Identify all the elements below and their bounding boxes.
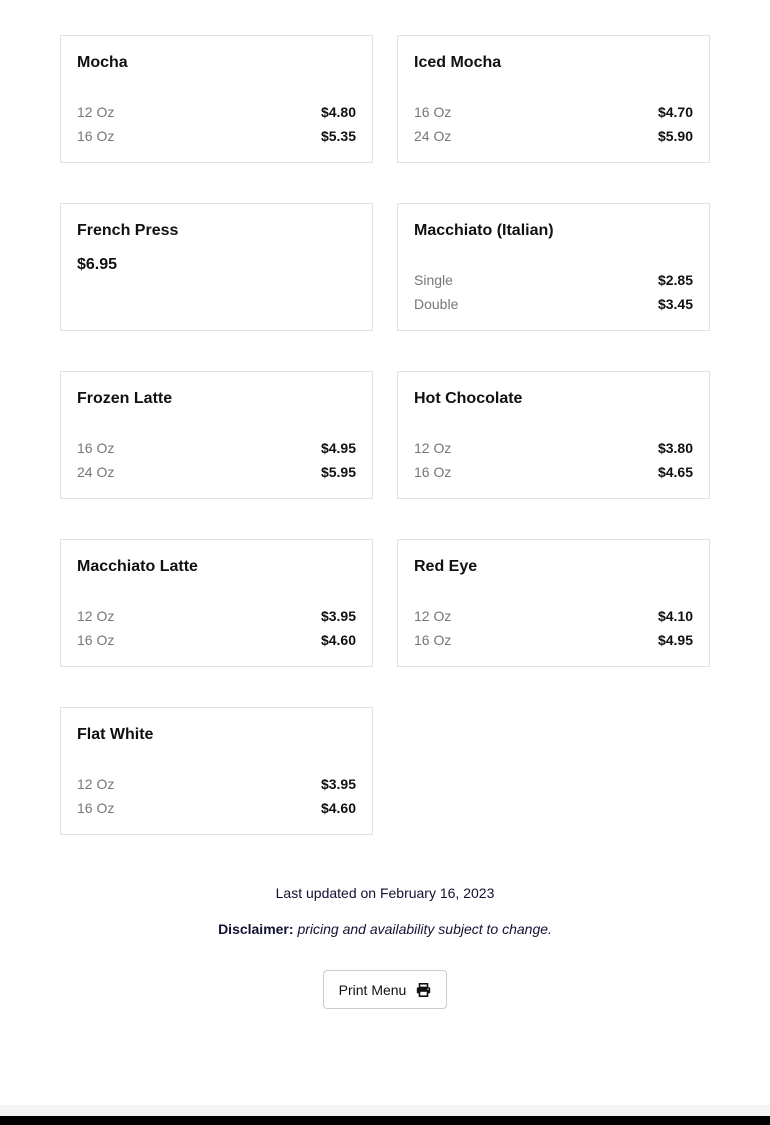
size-price-row bbox=[77, 460, 356, 484]
size-label: Single bbox=[414, 272, 453, 288]
size-price: $4.60 bbox=[320, 800, 356, 816]
size-price-row bbox=[77, 604, 356, 628]
footer-top-strip bbox=[0, 1105, 770, 1116]
size-price-list bbox=[77, 436, 356, 484]
size-price-list bbox=[414, 100, 693, 148]
disclaimer-label: Disclaimer: bbox=[218, 921, 294, 937]
menu-card-frozen-latte bbox=[60, 371, 373, 499]
menu-card-red-eye bbox=[397, 539, 710, 667]
size-label: 12 Oz bbox=[414, 608, 452, 624]
size-price: $4.10 bbox=[657, 608, 693, 624]
size-price-row bbox=[414, 124, 693, 148]
size-price-row bbox=[414, 268, 693, 292]
size-price-row bbox=[77, 436, 356, 460]
size-price-row bbox=[414, 604, 693, 628]
size-price-row bbox=[414, 292, 693, 316]
size-price-list bbox=[414, 268, 693, 316]
menu-item-title: Frozen Latte bbox=[77, 390, 173, 407]
size-label: 12 Oz bbox=[77, 104, 115, 120]
size-label: 24 Oz bbox=[77, 464, 115, 480]
size-price: $4.95 bbox=[320, 440, 356, 456]
size-price-row bbox=[414, 436, 693, 460]
size-label: 24 Oz bbox=[414, 128, 452, 144]
last-updated-text: Last updated on February 16, 2023 bbox=[275, 885, 495, 901]
size-price-row bbox=[77, 100, 356, 124]
size-price: $3.95 bbox=[320, 608, 356, 624]
footer-bar bbox=[0, 1116, 770, 1125]
size-label: 16 Oz bbox=[77, 440, 115, 456]
size-price: $4.60 bbox=[320, 632, 356, 648]
print-menu-label: Print Menu bbox=[338, 981, 407, 998]
size-price-row bbox=[77, 628, 356, 652]
menu-item-title: Red Eye bbox=[414, 558, 478, 575]
menu-item-title: Macchiato (Italian) bbox=[414, 222, 554, 239]
size-price-row bbox=[77, 796, 356, 820]
size-price: $3.45 bbox=[657, 296, 693, 312]
menu-item-title: Macchiato Latte bbox=[77, 558, 198, 575]
size-price-list bbox=[77, 604, 356, 652]
size-price: $4.95 bbox=[657, 632, 693, 648]
menu-item-title: French Press bbox=[77, 222, 179, 239]
menu-grid bbox=[60, 35, 710, 835]
size-label: Double bbox=[414, 296, 459, 312]
size-price: $3.95 bbox=[320, 776, 356, 792]
size-price: $4.65 bbox=[657, 464, 693, 480]
menu-card-hot-chocolate bbox=[397, 371, 710, 499]
menu-card-flat-white bbox=[60, 707, 373, 835]
size-price: $4.70 bbox=[657, 104, 693, 120]
size-price: $4.80 bbox=[320, 104, 356, 120]
single-price: $6.95 bbox=[77, 256, 118, 273]
disclaimer-text: pricing and availability subject to change. bbox=[297, 921, 552, 937]
size-label: 16 Oz bbox=[414, 464, 452, 480]
menu-item-title: Hot Chocolate bbox=[414, 390, 523, 407]
size-price: $3.80 bbox=[657, 440, 693, 456]
size-label: 16 Oz bbox=[77, 632, 115, 648]
size-price-row bbox=[414, 100, 693, 124]
menu-card-french-press bbox=[60, 203, 373, 331]
size-price-row bbox=[77, 772, 356, 796]
menu-card-macchiato-italian bbox=[397, 203, 710, 331]
size-label: 12 Oz bbox=[77, 608, 115, 624]
size-price: $2.85 bbox=[657, 272, 693, 288]
size-price: $5.90 bbox=[657, 128, 693, 144]
size-label: 16 Oz bbox=[77, 800, 115, 816]
menu-card-iced-mocha bbox=[397, 35, 710, 163]
size-price-row bbox=[77, 124, 356, 148]
size-price-list bbox=[414, 436, 693, 484]
size-price-row bbox=[414, 460, 693, 484]
size-price: $5.95 bbox=[320, 464, 356, 480]
disclaimer bbox=[0, 921, 770, 937]
menu-card-mocha bbox=[60, 35, 373, 163]
size-label: 12 Oz bbox=[77, 776, 115, 792]
size-label: 16 Oz bbox=[414, 104, 452, 120]
size-label: 12 Oz bbox=[414, 440, 452, 456]
print-icon bbox=[416, 983, 431, 997]
menu-card-macchiato-latte bbox=[60, 539, 373, 667]
size-label: 16 Oz bbox=[414, 632, 452, 648]
menu-item-title: Iced Mocha bbox=[414, 54, 502, 71]
size-price-list bbox=[77, 100, 356, 148]
size-price-list bbox=[77, 772, 356, 820]
menu-item-title: Mocha bbox=[77, 54, 128, 71]
size-label: 16 Oz bbox=[77, 128, 115, 144]
size-price-list bbox=[414, 604, 693, 652]
size-price: $5.35 bbox=[320, 128, 356, 144]
menu-item-title: Flat White bbox=[77, 726, 154, 743]
print-menu-button[interactable] bbox=[323, 970, 447, 1009]
size-price-row bbox=[414, 628, 693, 652]
